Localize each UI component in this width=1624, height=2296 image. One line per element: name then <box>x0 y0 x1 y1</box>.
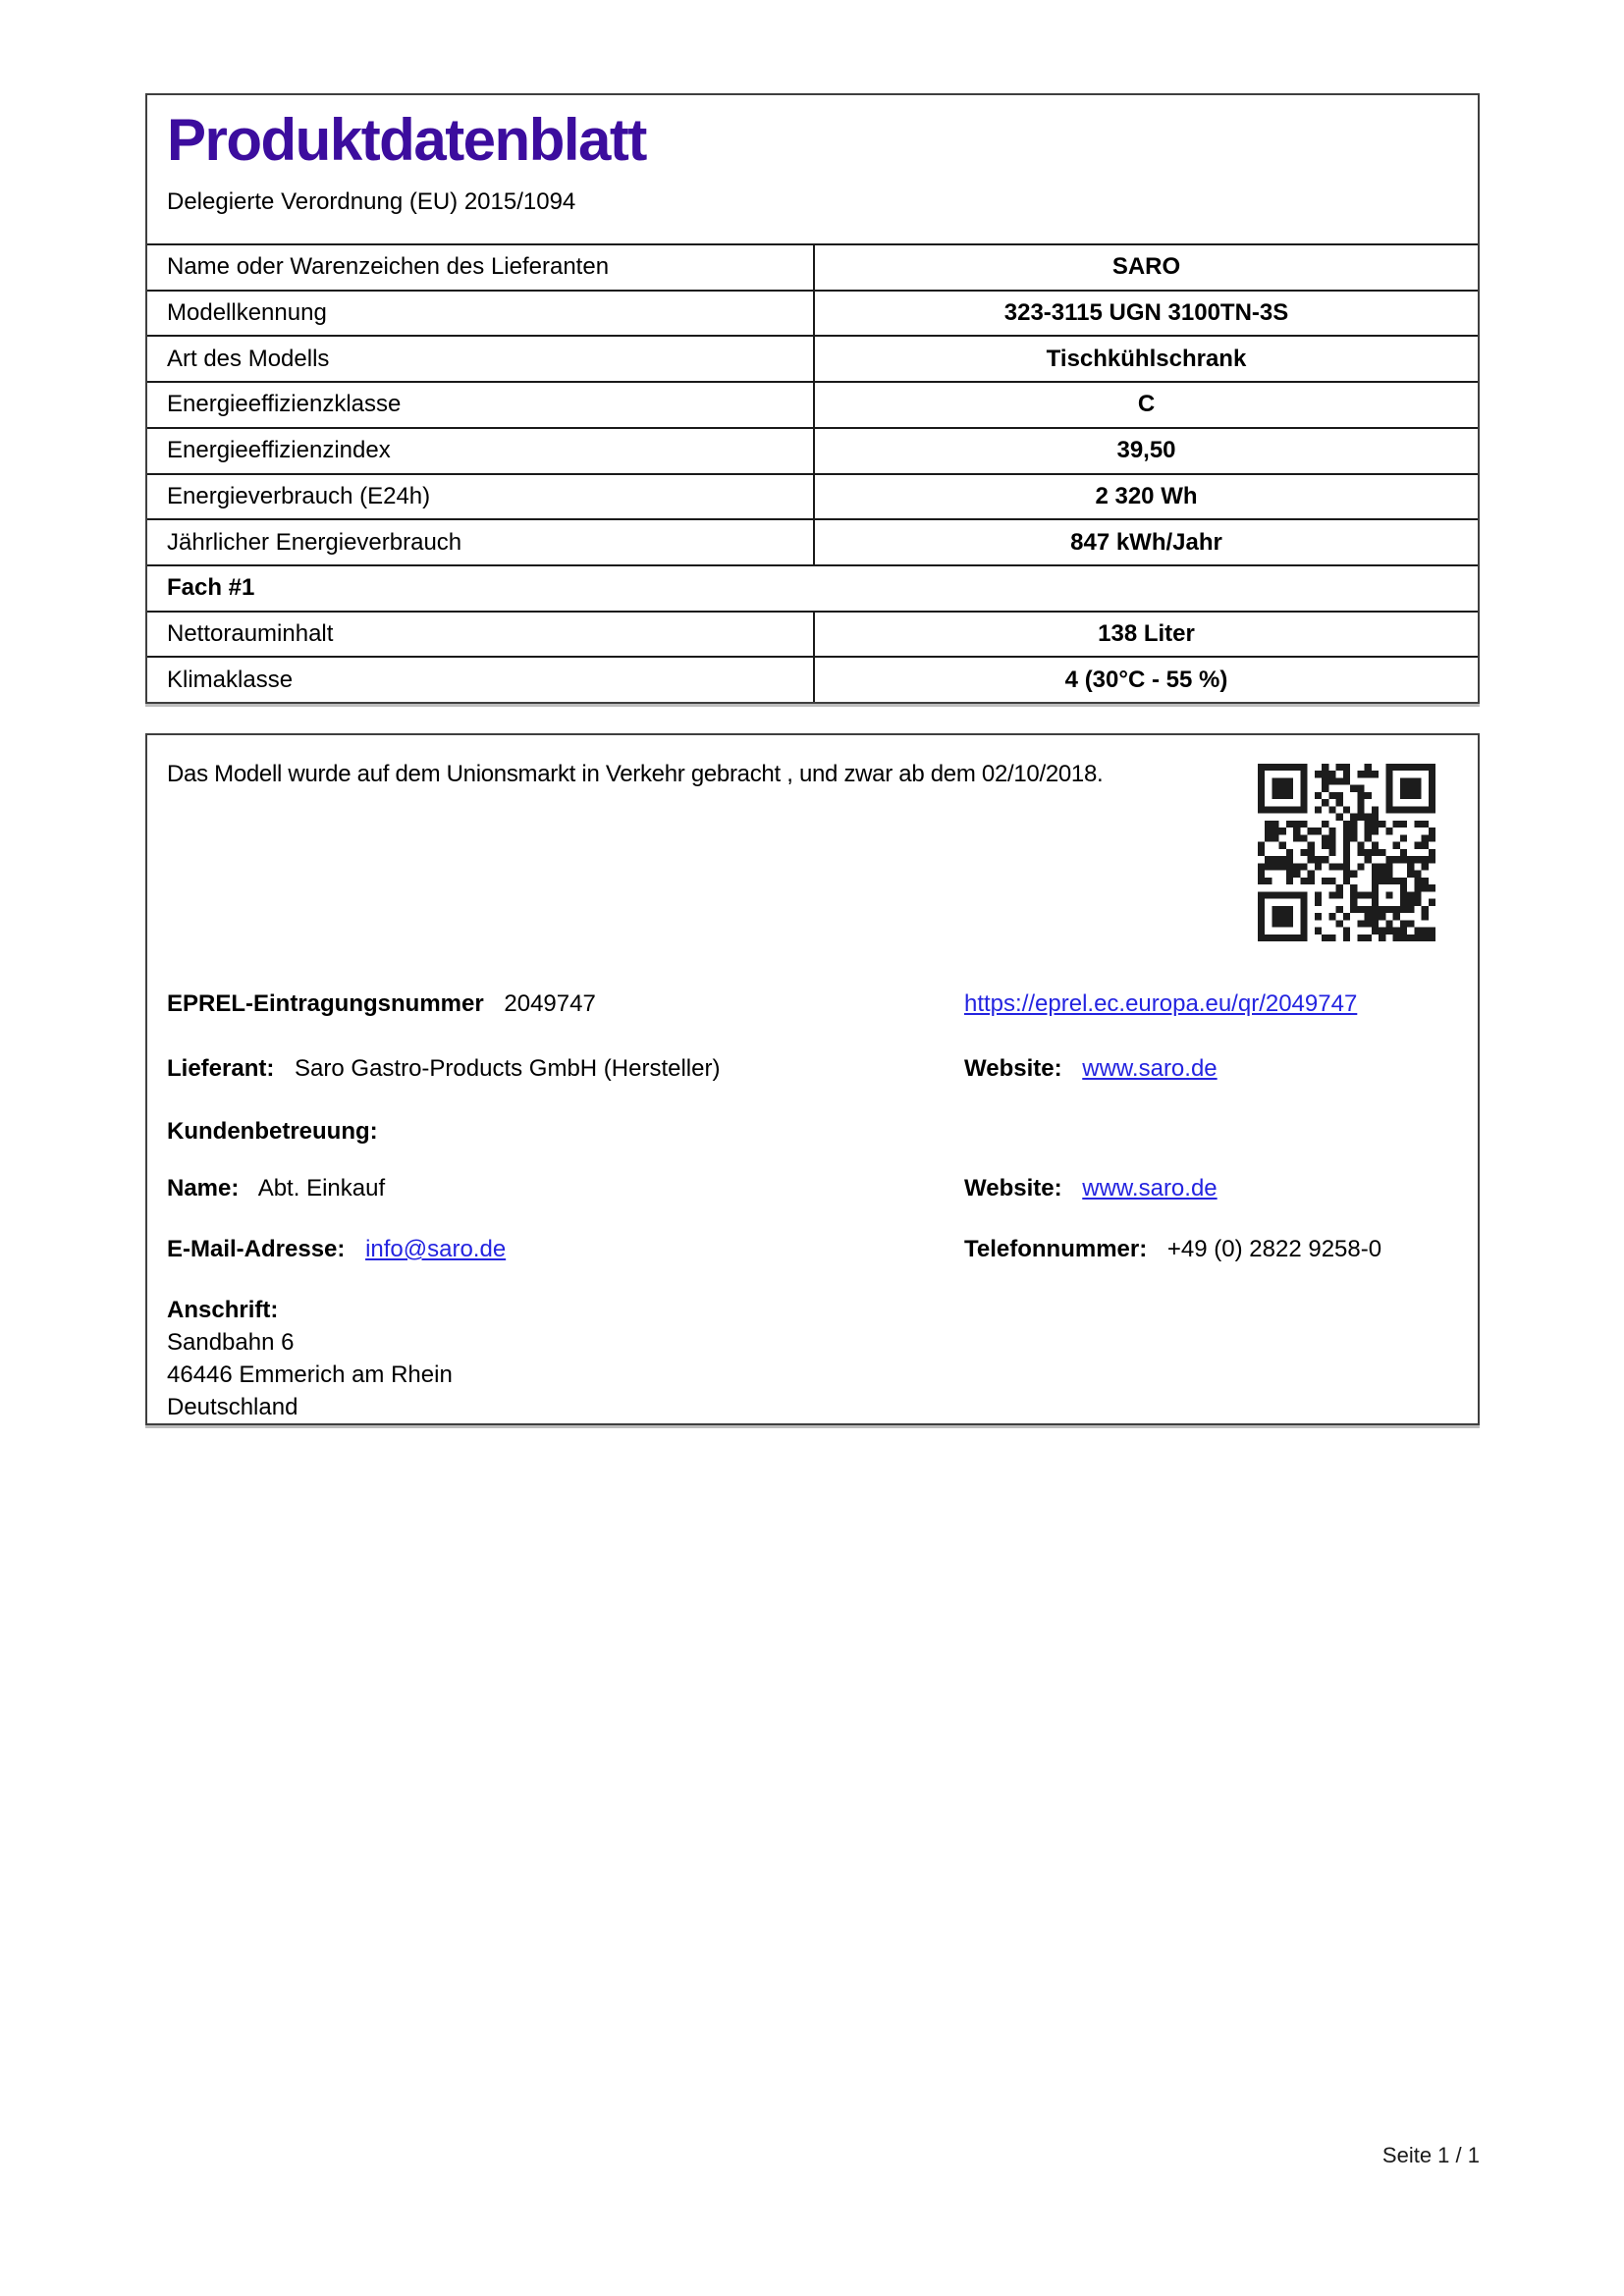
regulation-subtitle: Delegierte Verordnung (EU) 2015/1094 <box>167 188 576 216</box>
spec-value: 138 Liter <box>813 611 1478 657</box>
supplier-label: Lieferant: <box>167 1055 275 1082</box>
spec-label: Name oder Warenzeichen des Lieferanten <box>147 243 813 290</box>
eprel-number-label: EPREL-Eintragungsnummer <box>167 990 484 1017</box>
spec-value: Tischkühlschrank <box>813 335 1478 381</box>
spec-section-header: Fach #1 <box>147 564 1478 611</box>
page-number: Seite 1 / 1 <box>1381 2143 1480 2167</box>
spec-label: Jährlicher Energieverbrauch <box>147 518 813 564</box>
service-website-link[interactable]: www.saro.de <box>1082 1175 1218 1201</box>
qr-code-icon <box>1258 764 1435 941</box>
address-country: Deutschland <box>167 1394 298 1420</box>
email-link[interactable]: info@saro.de <box>365 1236 507 1262</box>
contact-name-row <box>167 1173 1458 1204</box>
supplier-website-link[interactable]: www.saro.de <box>1082 1055 1218 1082</box>
supplier-value: Saro Gastro-Products GmbH (Hersteller) <box>295 1055 721 1082</box>
eprel-number-value: 2049747 <box>504 990 596 1017</box>
spec-label: Energieeffizienzklasse <box>147 381 813 427</box>
spec-value: 847 kWh/Jahr <box>813 518 1478 564</box>
datasheet-header <box>147 95 1478 243</box>
address-label-row <box>167 1295 1458 1326</box>
contact-name-value: Abt. Einkauf <box>257 1175 386 1201</box>
product-datasheet-box <box>145 93 1480 704</box>
address-street: Sandbahn 6 <box>167 1329 295 1356</box>
spec-value: 4 (30°C - 55 %) <box>813 656 1478 702</box>
address-city: 46446 Emmerich am Rhein <box>167 1362 453 1388</box>
phone-label: Telefonnummer: <box>964 1236 1148 1262</box>
email-label: E-Mail-Adresse: <box>167 1236 346 1262</box>
spec-value: 2 320 Wh <box>813 473 1478 519</box>
spec-value: SARO <box>813 243 1478 290</box>
phone-value: +49 (0) 2822 9258-0 <box>1166 1236 1382 1262</box>
spec-table <box>147 243 1478 702</box>
market-statement: Das Modell wurde auf dem Unionsmarkt in Verkehr gebracht , und zwar ab dem 02/10/2018. <box>167 761 1104 787</box>
website-label: Website: <box>964 1055 1062 1082</box>
spec-value: 323-3115 UGN 3100TN-3S <box>813 290 1478 336</box>
page-title: Produktdatenblatt <box>167 107 646 173</box>
spec-value: C <box>813 381 1478 427</box>
spec-label: Modellkennung <box>147 290 813 336</box>
spec-label: Art des Modells <box>147 335 813 381</box>
website-label: Website: <box>964 1175 1062 1201</box>
spec-value: 39,50 <box>813 427 1478 473</box>
customer-service-row <box>167 1116 1458 1148</box>
spec-label: Klimaklasse <box>147 656 813 702</box>
eprel-link[interactable]: https://eprel.ec.europa.eu/qr/2049747 <box>964 990 1358 1017</box>
spec-label: Energieeffizienzindex <box>147 427 813 473</box>
spec-label: Energieverbrauch (E24h) <box>147 473 813 519</box>
contact-name-label: Name: <box>167 1175 240 1201</box>
email-row <box>167 1234 1458 1265</box>
customer-service-label: Kundenbetreuung: <box>167 1118 378 1145</box>
eprel-row <box>167 988 1458 1020</box>
spec-label: Nettorauminhalt <box>147 611 813 657</box>
supplier-info-box <box>145 733 1480 1425</box>
supplier-row <box>167 1053 1458 1085</box>
address-label: Anschrift: <box>167 1297 279 1323</box>
